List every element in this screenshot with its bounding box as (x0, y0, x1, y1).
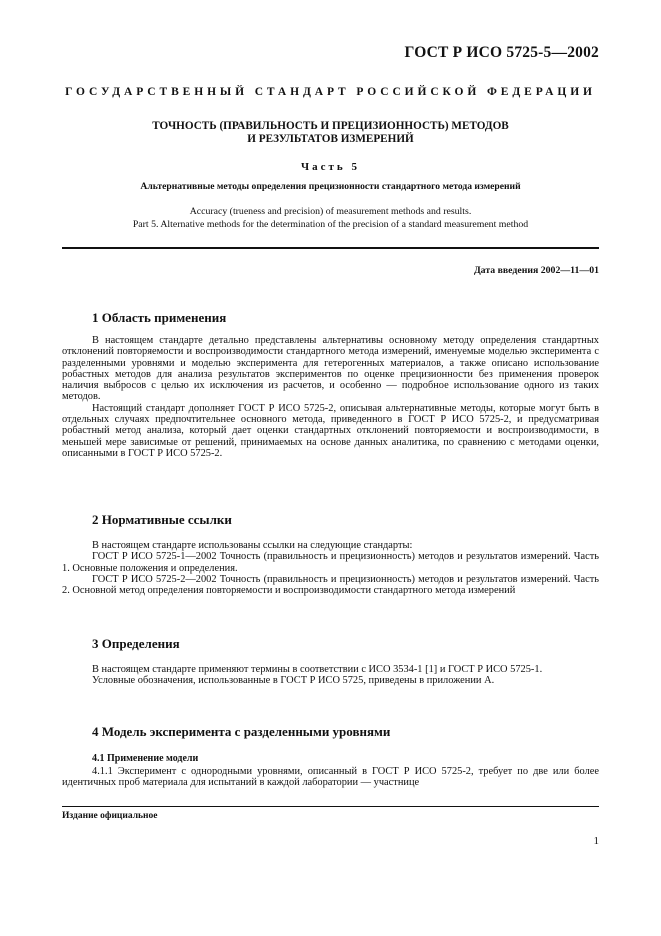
section-3-body (62, 664, 599, 687)
section-3-paragraph-2: Условные обозначения, использованные в ГОСТ Р ИСО 5725, приведены в приложении А. (92, 675, 495, 687)
title-divider (62, 247, 599, 249)
section-4-heading: 4 Модель эксперимента с разделенными уровнями (92, 724, 391, 739)
title-line-2: И РЕЗУЛЬТАТОВ ИЗМЕРЕНИЙ (247, 133, 414, 145)
document-code: ГОСТ Р ИСО 5725-5—2002 (404, 44, 599, 61)
section-2-body (62, 540, 599, 596)
page-number: 1 (593, 835, 599, 847)
section-1-paragraph-2: Настоящий стандарт дополняет ГОСТ Р ИСО 5725-2, описывая альтернативные методы, которые могут быть в отдельных случаях предпочтительнее основного метода, приведенного в ГОСТ Р ИСО 5725-2, и предусматривая робастный метод анализа, который дает оценки стандартных отклонений повторяемости и воспроизводимости, в меньшей мере зависимые от решений, принимаемых на основе данных аналитика, по сравнению с методами оценки, описанными в ГОСТ Р ИСО 5725-2. (62, 402, 599, 459)
normative-ref-2: ГОСТ Р ИСО 5725-2—2002 Точность (правильность и прецизионность) методов и результатов измерений. Часть 2. Основной метод определения повторяемости и воспроизводимости стандартного метода измерений (62, 573, 599, 597)
edition-label: Издание официальное (62, 811, 158, 821)
part-subtitle: Альтернативные методы определения прецизионности стандартного метода измерений (140, 181, 521, 192)
state-standard-heading: ГОСУДАРСТВЕННЫЙ СТАНДАРТ РОССИЙСКОЙ ФЕДЕРАЦИИ (65, 86, 596, 98)
normative-ref-1: ГОСТ Р ИСО 5725-1—2002 Точность (правильность и прецизионность) методов и результатов измерений. Часть 1. Основные положения и определения. (62, 551, 599, 574)
document-title (62, 120, 599, 146)
section-1-paragraph-1: В настоящем стандарте детально представлены альтернативы основному методу определения стандартных отклонений повторяемости и воспроизводимости стандартного метода измерений, именуемые моделью эксперимента с разделенными уровнями и моделью эксперимента для гетерогенных материалов, а также описано использование робастных методов для анализа результатов экспериментов по оценке прецизионности без применения проверок наличия выбросов с целью их исключения из расчетов, и особенно — подробное использование одного из таких методов. (62, 335, 599, 403)
part-label: Часть 5 (301, 161, 360, 173)
english-title-line-1: Accuracy (trueness and precision) of measurement methods and results. (189, 206, 472, 217)
section-4-paragraph-1: 4.1.1 Эксперимент с однородными уровнями, описанный в ГОСТ Р ИСО 5725-2, требует по две или более идентичных проб материала для испытаний в каждой лаборатории — участнице (62, 766, 599, 789)
title-line-1: ТОЧНОСТЬ (ПРАВИЛЬНОСТЬ И ПРЕЦИЗИОННОСТЬ) МЕТОДОВ (152, 120, 509, 132)
section-1-heading: 1 Область применения (92, 310, 227, 325)
section-4-body (62, 766, 599, 789)
section-3-heading: 3 Определения (92, 636, 180, 651)
subsection-4-1-heading: 4.1 Применение модели (92, 753, 199, 764)
section-2-paragraph-1: В настоящем стандарте использованы ссылки на следующие стандарты: (92, 540, 413, 551)
section-2-heading: 2 Нормативные ссылки (92, 512, 232, 527)
section-1-body (62, 335, 599, 459)
footer-divider (62, 806, 599, 807)
english-title (62, 205, 599, 231)
section-3-paragraph-1: В настоящем стандарте применяют термины в соответствии с ИСО 3534-1 [1] и ГОСТ Р ИСО 5725-1. (92, 664, 543, 675)
introduction-date: Дата введения 2002—11—01 (473, 265, 599, 276)
english-title-line-2: Part 5. Alternative methods for the determination of the precision of a standard measurement method (132, 219, 529, 230)
